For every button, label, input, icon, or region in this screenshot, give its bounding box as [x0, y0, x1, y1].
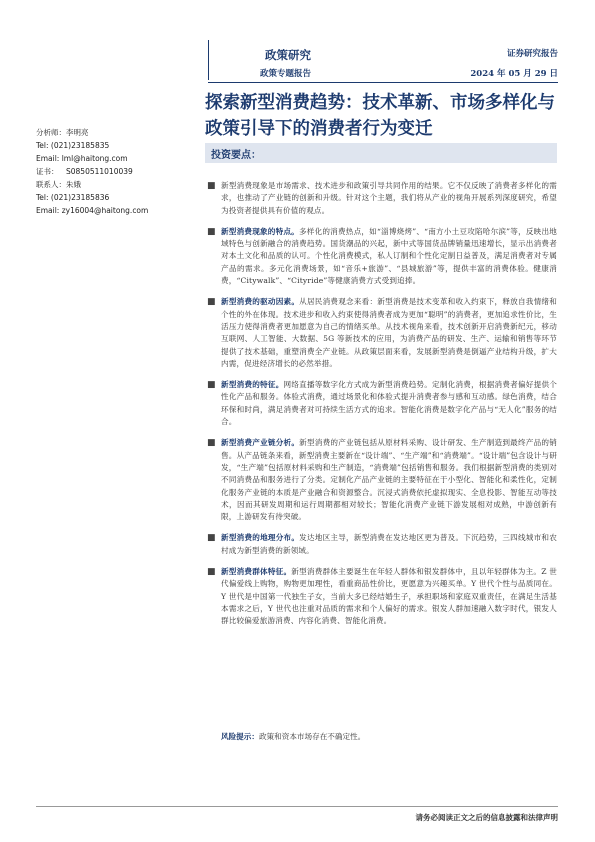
key-point-text: 多样化的消费热点，如“淄博烧烤”、“南方小土豆攻陷哈尔滨”等，反映出地域特色与创新融合的消费趋势。国货潮品的兴起，新中式等国货品牌销量迅速增长，显示出消费者对本土文化和品质的认可。个性化消费模式，私人订制和个性化定制日益普及，满足消费者对专属产品的需求。多元化消费场景，如“音乐+旅游”、“县城旅游”等，提供丰富的消费体验。健康消费，“Citywalk”、“Cityride”等健康消费方式受到追捧。	[221, 226, 558, 286]
contact-label: 联系人：	[36, 180, 66, 189]
key-point-text: 网络直播等数字化方式成为新型消费趋势。定制化消费，根据消费者偏好提供个性化产品和服务。体验式消费，通过场景化和体验式提升消费者参与感和互动感。绿色消费，结合环保和时尚，满足消费者对可持续生活方式的追求。智能化消费是数字化产品与“无人化”服务的结合。	[221, 380, 557, 427]
certificate-number: S0850511010039	[66, 167, 133, 176]
contact-name: 朱娥	[66, 180, 81, 189]
key-point	[205, 566, 557, 627]
key-point	[205, 180, 557, 217]
bullet-dot-icon: ■	[207, 181, 216, 191]
key-point-lead: 新型消费的驱动因素。	[221, 297, 300, 307]
contact-email[interactable]: Email: zy16004@haitong.com	[36, 206, 149, 215]
analyst-info	[36, 126, 196, 217]
key-point-lead: 新型消费的地理分布。	[221, 533, 300, 543]
key-points-heading: 投资要点：	[211, 150, 261, 161]
bullet-dot-icon: ■	[207, 226, 216, 237]
key-point-lead: 新型消费群体特征。	[221, 567, 292, 577]
bullet-dot-icon: ■	[207, 533, 216, 544]
contact-row	[36, 178, 196, 191]
analyst-row	[36, 126, 196, 139]
key-point-text: 新型消费群体主要诞生在年轻人群体和银发群体中，且以年轻群体为主。Z 世代偏爱线上购物，购物更加理性，看重商品性价比，更愿意为兴趣买单。Y 世代个性与品质同在。Y 世代是中国第一代独生子女，当前大多已经结婚生子，承担职场和家庭双重责任，在满足生活基本需求之后，Y 世代也注重对品质的需求和个人偏好的需求。银发人群加速融入数字时代，银发人群比较偏爱旅游消费、内容化消费、智能化消费。	[221, 567, 557, 626]
report-title: 探索新型消费趋势：技术革新、市场多样化与政策引导下的消费者行为变迁	[205, 93, 555, 139]
header-rule	[208, 82, 558, 83]
key-point-text: 新型消费现象是市场需求、技术进步和政策引导共同作用的结果。它不仅反映了消费者多样化的需求，也推动了产业链的创新和升级。针对这个主题，我们将从产业的视角开展系列深度研究，希望为投资者提供具有价值的观点。	[221, 181, 557, 215]
key-points-list	[205, 180, 557, 637]
risk-text: 政策和资本市场存在不确定性。	[258, 732, 366, 741]
key-point	[205, 532, 557, 557]
certificate-row	[36, 165, 196, 178]
analyst-label: 分析师：	[36, 128, 66, 137]
bullet-dot-icon: ■	[207, 380, 216, 391]
contact-tel: Tel: (021)23185836	[36, 193, 110, 202]
key-point	[205, 226, 557, 287]
risk-label: 风险提示：	[221, 732, 259, 741]
header-date: 2024 年 05 月 29 日	[470, 69, 558, 79]
key-point	[205, 437, 557, 523]
analyst-email[interactable]: Email: lml@haitong.com	[36, 154, 128, 163]
header-divider	[208, 40, 209, 80]
footer-rule	[36, 806, 558, 807]
key-point-text: 新型消费的产业链包括从原材料采购、设计研发、生产制造到最终产品的销售。从产品链条来看，新型消费主要新在“设计端”、“生产端”和“消费端”。“设计端”包含设计与研发，“生产端”包括原材料采购和生产制造，“消费端”包括销售和服务。我们根据新型消费的类别对不同消费品和服务进行了分类。定制化产品产业链的主要特征在于小型化、智能化和柔性化，定制化服务产业链的本质是产业融合和资源整合。沉浸式消费依托虚拟现实、全息投影、智能互动等技术，因而其研发周期和运行周期都相对较长；智能化消费产业链下游发展相对成熟，中游创新有限，上游研发有待突破。	[221, 438, 557, 522]
key-point-lead: 新型消费现象的特点。	[221, 226, 299, 236]
key-point	[205, 379, 557, 428]
certificate-label: 证书：	[36, 167, 59, 176]
analyst-name: 李明亮	[66, 128, 89, 137]
risk-warning	[221, 731, 551, 742]
bullet-dot-icon: ■	[207, 438, 216, 449]
header-report-label: 证券研究报告	[506, 49, 558, 59]
key-point-lead: 新型消费的特征。	[221, 380, 284, 390]
footer-disclaimer: 请务必阅读正文之后的信息披露和法律声明	[415, 813, 558, 822]
analyst-tel: Tel: (021)23185835	[36, 141, 110, 150]
key-point-text: 从居民消费观念来看：新型消费是技术变革和收入约束下，释放自我情绪和个性的外在体现。技术进步和收入约束使得消费者成为更加“聪明”的消费者，更加追求性价比，生活压力使得消费者更加愿意为自己的情绪买单。从技术视角来看，技术创新开启消费新纪元，移动互联网、人工智能、大数据、5G 等新技术的应用，为消费产品的研发、生产、运输和销售等环节提供了技术基础，重塑消费全产业链。从政策层面来看，发展新型消费是倒逼产业结构升级，扩大内需，促进经济增长的必然举措。	[221, 297, 557, 368]
header-report-type: 政策专题报告	[260, 69, 312, 79]
bullet-dot-icon: ■	[207, 567, 216, 578]
key-points-header	[205, 143, 557, 163]
key-point-lead: 新型消费产业链分析。	[221, 438, 300, 448]
header-category: 政策研究	[265, 48, 311, 62]
bullet-dot-icon: ■	[207, 297, 216, 308]
key-point	[205, 296, 557, 370]
key-point-text: 发达地区主导，新型消费在发达地区更为普及。下沉趋势，三四线城市和农村成为新型消费的新领域。	[221, 533, 557, 555]
